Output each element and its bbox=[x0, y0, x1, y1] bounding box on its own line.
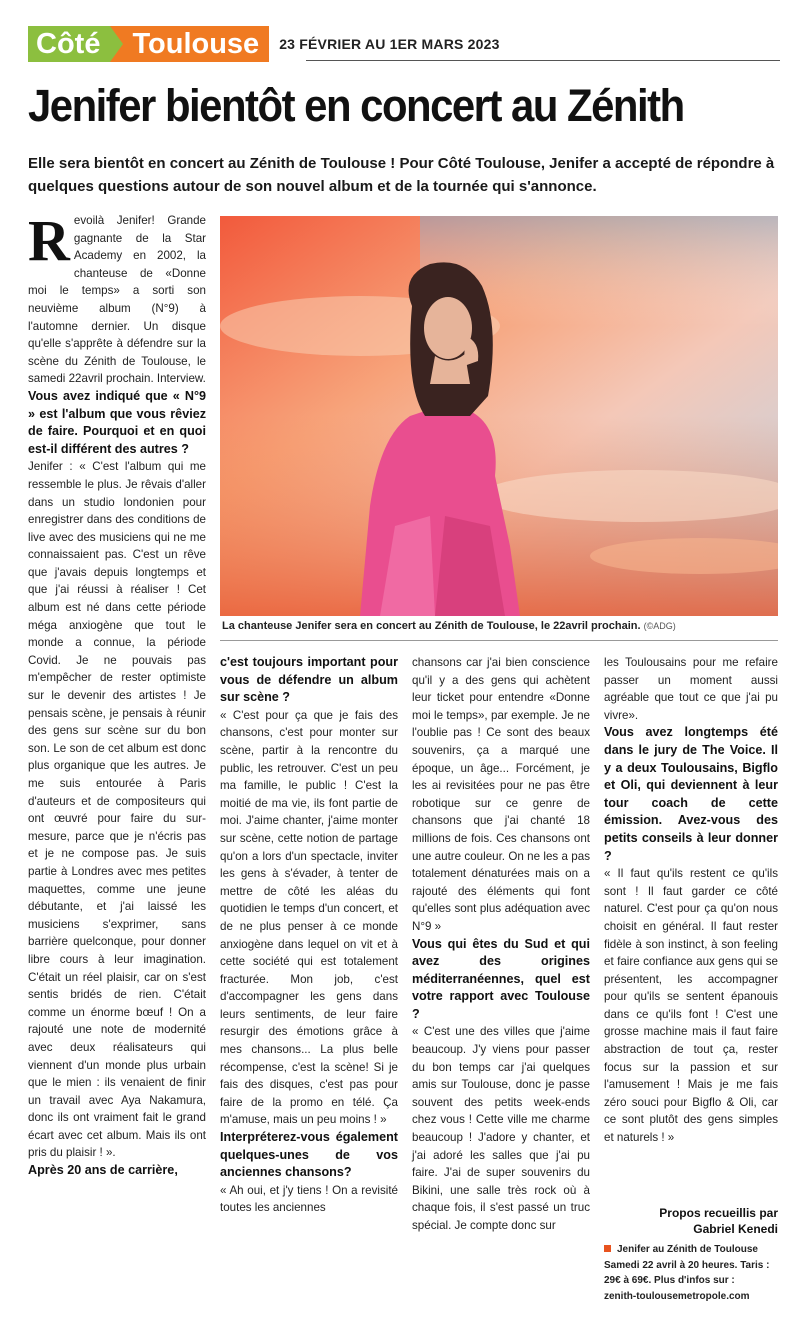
article-lead: Elle sera bientôt en concert au Zénith de Toulouse ! Pour Côté Toulouse, Jenifer a accepté de répondre à quelques questions autour de son nouvel album et de la tournée qui s'annonce. bbox=[28, 155, 775, 195]
answer-3-end: chansons car j'ai bien conscience qu'il y a des gens qui achètent leur ticket pour entendre «Donne moi le temps», par exemple. Je ne l'oublie pas ! Ce sont des beaux souvenirs, ça a marqué une époque, un âge... Forcément, je les ai revisitées pour ne pas être robotique sur ce genre de chansons que j'ai chanté 18 millions de fois. Ces chansons ont une autre couleur. On ne les a pas totalement dénaturées mais on a rajouté des éléments qui font qu'elles sont plus adéquation avec N°9 » bbox=[412, 656, 590, 933]
drop-cap: R bbox=[28, 208, 70, 273]
info-details: Samedi 22 avril à 20 heures. Taris : 29€ à 69€. Plus d'infos sur : bbox=[604, 1259, 770, 1286]
answer-5: « Il faut qu'ils restent ce qu'ils sont ! Il faut garder ce côté naturel. C'est pour ça qu'on nous choisit en général. Il faut rester fidèle à son instinct, à son feeling et faire confiance aux gens qui se présentent, les accompagner pour qu'ils se sentent épanouis dans ce qu'ils font ! C'est une grosse machine mais il faut faire abstraction de tout ça, rester focus sur la passion et sur l'amusement ! Mais je me fais zéro souci pour Bigflo & Oli, car ce sont plutôt des gens simples et naturels ! » bbox=[604, 867, 778, 1145]
question-3: Interpréterez-vous également quelques-unes de vos anciennes chansons? bbox=[220, 1130, 398, 1180]
question-2-end: c'est toujours important pour vous de défendre un album sur scène ? bbox=[220, 655, 398, 705]
question-4: Vous qui êtes du Sud et qui avez des origines méditerranéennes, quel est votre rapport avec Toulouse ? bbox=[412, 936, 590, 1021]
answer-1: Jenifer : « C'est l'album qui me ressemble le plus. Je rêvais d'aller dans un studio londonien pour enregistrer dans des conditions de live avec des musiciens qui ne me connaissaient pas. C'est un rêve que j'avais depuis longtemps et que j'ai réussi à réaliser ! Cet album est né dans cette période méga anxiogène que tout le monde a connue, la période Covid. Je ne pouvais pas m'empêcher de rester optimiste sur le devenir des artistes ! Je pensais scène, je pensais à réunir des gens sur scène sur du bon son. Le son de cet album est donc plus organique que les autres. Je me suis entourée à Paris d'auteurs et de compositeurs qui ont œuvré pour faire du sur-mesure, parce que je n'écris pas et je ne compose pas. Je suis partie à Londres avec mes petites maquettes, comme une jeune débutante, et j'ai laissé les musiciens s'exprimer, sans barrière quelconque, pour donner libre cours à leur imagination. C'était un réel plaisir, car on s'est sentis bridés de rien. C'était comme un énorme bœuf ! On a rajouté une note de modernité avec deux réalisateurs qui viennent d'un monde plus urbain que le mien : ils venaient de finir un travail avec Aya Nakamura, donc ils ont vraiment fait le grand écart avec cet album. Mais ils ont pris du plaisir ! ». bbox=[28, 460, 206, 1160]
answer-4-end: les Toulousains pour me refaire passer un moment aussi agréable que tout ce que j'ai pu vivre». bbox=[604, 656, 778, 722]
event-info bbox=[604, 1242, 780, 1304]
signature-line-2: Gabriel Kenedi bbox=[693, 1222, 778, 1236]
signature-line-1: Propos recueillis par bbox=[659, 1206, 778, 1220]
info-square-icon bbox=[604, 1245, 611, 1252]
signature bbox=[604, 1205, 778, 1237]
answer-4: « C'est une des villes que j'aime beaucoup. J'y viens pour passer du bon temps car j'ai quelques amis sur Toulouse, donc je passe souvent des petits week-ends chez vous ! Cette ville me charme beaucoup ! J'adore y chanter, et j'ai adoré les salles que j'ai pu faire. J'ai de super souvenirs du Bikini, une salle très rock où à chaque fois, il s'est passé un truc spécial. Je compte donc sur bbox=[412, 1025, 590, 1232]
column-3 bbox=[412, 654, 590, 1235]
photo-caption bbox=[222, 620, 778, 632]
question-5: Vous avez longtemps été dans le jury de The Voice. Il y a deux Toulousains, Bigflo et Oli, qui deviennent à leur tour coach de cette émission. Avez-vous des petits conseils à leur donner ? bbox=[604, 725, 778, 863]
column-2 bbox=[220, 654, 398, 1217]
column-4 bbox=[604, 654, 778, 1147]
question-1: Vous avez indiqué que « N°9 » est l'album que vous rêviez de faire. Pourquoi et en quoi est-il différent des autres ? bbox=[28, 388, 206, 456]
answer-2: « C'est pour ça que je fais des chansons, c'est pour monter sur scène, partir à la rencontre du public, les retrouver. C'est un peu ma famille, le public ! C'est la moitié de ma vie, ils font partie de moi. J'aime chanter, j'aime monter sur scène, cette notion de partage qu'on a lors d'un spectacle, inviter les gens à s'évader, à tenter de mettre de côté les aléas du quotidien le temps d'un concert, et de ne plus penser à ce monde anxiogène dans lequel on vit et à cette société qui est totalement fracturée. Mon job, c'est d'accompagner les gens dans leurs sentiments, de leur faire resurgir des émotions grâce à mes chansons... La plus belle récompense, c'est la scène! Si je fais des disques, c'est pas pour faire de la promo en télé. Ça m'amuse, mais un peu moins ! » bbox=[220, 708, 398, 1127]
section-tag-cote: Côté bbox=[28, 26, 110, 62]
question-2-start: Après 20 ans de carrière, bbox=[28, 1163, 178, 1178]
header-rule bbox=[306, 60, 780, 61]
photo-credit: (©ADG) bbox=[643, 621, 676, 631]
article-title: Jenifer bientôt en concert au Zénith bbox=[28, 80, 684, 131]
issue-date: 23 FÉVRIER AU 1ER MARS 2023 bbox=[279, 36, 500, 52]
section-tag-toulouse: Toulouse bbox=[110, 26, 269, 62]
concert-photo bbox=[220, 216, 778, 616]
column-1 bbox=[28, 208, 206, 1180]
info-website: zenith-toulousemetropole.com bbox=[604, 1290, 750, 1302]
intro-paragraph: evoilà Jenifer! Grande gagnante de la Star Academy en 2002, la chanteuse de «Donne moi le temps» a sorti son neuvième album (N°9) à l'automne dernier. Un disque qu'elle s'apprête à défendre sur la scène du Zénith de Toulouse, le samedi 22avril prochain. Interview. bbox=[28, 214, 206, 386]
caption-rule bbox=[220, 640, 778, 641]
info-title: Jenifer au Zénith de Toulouse bbox=[617, 1244, 758, 1255]
caption-text: La chanteuse Jenifer sera en concert au Zénith de Toulouse, le 22avril prochain. bbox=[222, 620, 641, 632]
section-header bbox=[28, 26, 500, 62]
answer-3-start: « Ah oui, et j'y tiens ! On a revisité toutes les anciennes bbox=[220, 1183, 398, 1215]
